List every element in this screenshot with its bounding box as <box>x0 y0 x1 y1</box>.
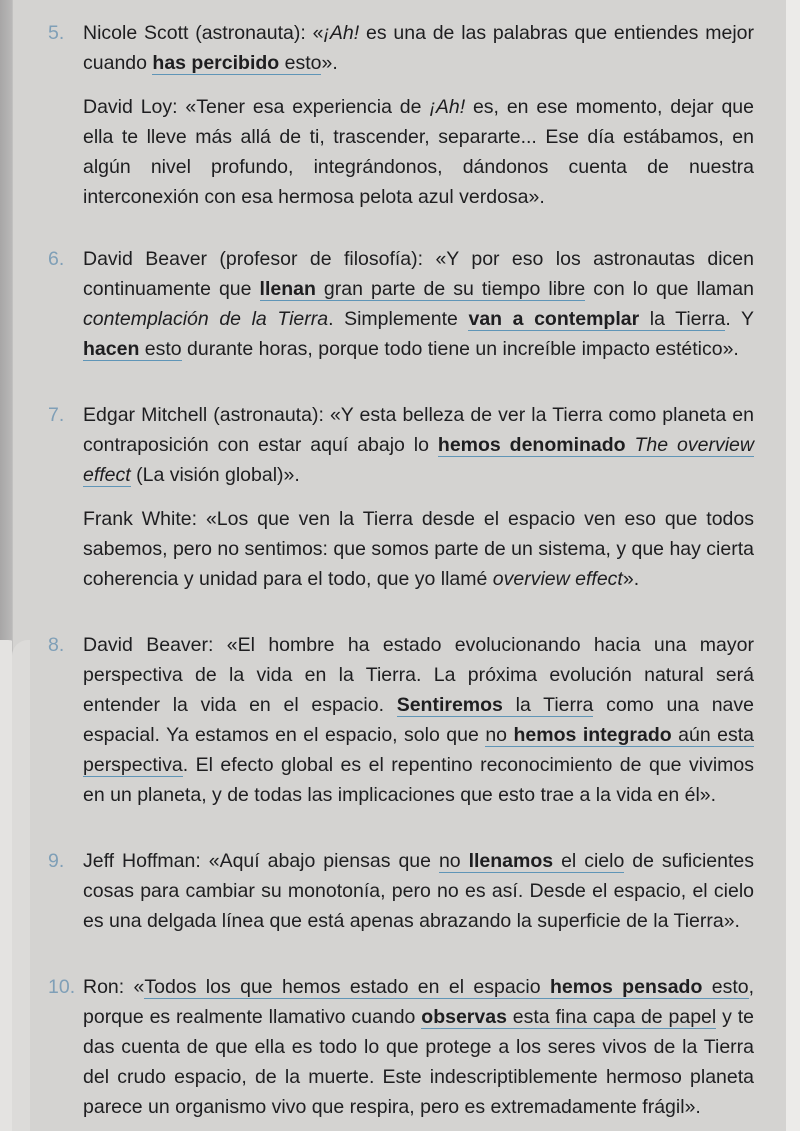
list-item <box>48 18 754 212</box>
quote-paragraph <box>83 244 754 364</box>
underlined-text: no <box>485 724 514 746</box>
underlined-text: la Tierra <box>639 308 726 330</box>
quote-paragraph <box>83 400 754 490</box>
list-item <box>48 972 754 1122</box>
text-span: de suficientes cosas para cambiar su monotonía, pero no es así. Desde el espacio, el cielo es una delgada línea que está apenas abrazando la superficie de la Tierra». <box>83 850 755 932</box>
text-span: Frank White: «Los que ven la Tierra desde el espacio ven eso que todos sabemos, pero no sentimos: que somos parte de un sistema, y que hay cierta coherencia y unidad para el todo, que yo llamé <box>83 508 754 590</box>
quotes-list <box>48 18 754 1122</box>
italic-text: overview effect <box>492 568 623 590</box>
underlined-text: esto <box>139 338 182 360</box>
underline-space <box>626 434 635 457</box>
list-item <box>48 846 754 936</box>
text-span: con lo que llaman <box>585 278 754 300</box>
text-span: ». <box>321 52 338 74</box>
italic-text: ¡Ah! <box>323 22 360 44</box>
underlined-text: el cielo <box>553 850 625 872</box>
text-span: ». <box>622 568 640 590</box>
item-number: 5. <box>48 22 65 44</box>
underlined-text: aún esta perspectiva <box>83 724 755 776</box>
underlined-text: gran parte de su tiempo libre <box>315 278 586 300</box>
item-number: 9. <box>48 850 65 872</box>
highlighted-verb: llenan <box>259 278 316 300</box>
text-span: y te das cuenta de que ella es todo lo que protege a los seres vivos de la Tierra del crudo espacio, de la muerte. Este indescriptiblemente hermoso planeta parece un organismo vivo que respira, pero es extremadamente frágil». <box>83 1006 754 1118</box>
underlined-italic-text: The overview effect <box>83 434 754 486</box>
text-span: (La visión global)». <box>130 464 300 486</box>
quote-paragraph <box>83 92 754 212</box>
text-span: durante horas, porque todo tiene un increíble impacto estético». <box>181 338 739 360</box>
item-number: 8. <box>48 634 65 656</box>
italic-text: contemplación de la Tierra <box>83 308 329 330</box>
highlighted-verb: has percibido <box>152 52 280 74</box>
underlined-text: no <box>438 850 469 872</box>
list-item <box>48 244 754 364</box>
quote-paragraph <box>83 846 754 936</box>
highlighted-verb: hemos integrado <box>513 724 672 746</box>
item-number: 6. <box>48 248 65 270</box>
text-span: . Simplemente <box>328 308 469 330</box>
highlighted-verb: hemos pensado <box>549 976 703 998</box>
highlighted-verb: observas <box>421 1006 507 1028</box>
highlighted-verb: hemos denominado <box>437 434 626 456</box>
highlighted-verb: llenamos <box>468 850 554 872</box>
text-span: David Beaver (profesor de filosofía): «Y por eso los astronautas dicen continuamente que <box>83 248 754 300</box>
text-span: es, en ese momento, dejar que ella te lleve más allá de ti, trascender, separarte... Ese día estábamos, en algún nivel profundo, integrándonos, dándonos cuenta de nuestra interconexión con esa hermosa pelota azul verdosa». <box>83 96 754 208</box>
quote-paragraph <box>83 972 754 1122</box>
highlighted-verb: Sentiremos <box>396 694 503 716</box>
text-span: David Loy: «Tener esa experiencia de <box>83 96 430 118</box>
list-item <box>48 630 754 810</box>
text-span: David Beaver: «El hombre ha estado evolucionando hacia una mayor perspectiva de la vida en la Tierra. La próxima evolución natural será entender la vida en el espacio. <box>83 634 754 716</box>
text-span: Ron: « <box>83 976 145 998</box>
text-span: . Y <box>725 308 754 330</box>
highlighted-verb: hacen <box>83 338 140 360</box>
quote-paragraph <box>83 504 754 594</box>
text-span: . El efecto global es el repentino reconocimiento de que vivimos en un planeta, y de todas las implicaciones que esto trae a la vida en él». <box>83 754 754 806</box>
text-span: Edgar Mitchell (astronauta): «Y esta belleza de ver la Tierra como planeta en contraposición con estar aquí abajo lo <box>83 404 754 456</box>
text-span: , porque es realmente llamativo cuando <box>83 976 755 1028</box>
item-number: 7. <box>48 404 65 426</box>
text-span: Jeff Hoffman: «Aquí abajo piensas que <box>83 850 439 872</box>
underlined-text: esto <box>284 52 322 74</box>
quote-paragraph <box>83 18 754 78</box>
text-span: Nicole Scott (astronauta): « <box>83 22 324 44</box>
list-item <box>48 400 754 594</box>
italic-text: ¡Ah! <box>429 96 466 118</box>
item-number: 10. <box>48 976 76 998</box>
quote-paragraph <box>83 630 754 810</box>
text-span: es una de las palabras que entiendes mejor cuando <box>83 22 754 74</box>
page-tab-edge <box>12 640 30 1131</box>
underlined-text: esto <box>702 976 749 998</box>
text-span: como una nave espacial. Ya estamos en el espacio, solo que <box>83 694 754 746</box>
underlined-text: Todos los que hemos estado en el espacio <box>144 976 550 998</box>
underlined-text: esta fina capa de papel <box>506 1006 717 1028</box>
underline-space <box>279 52 284 75</box>
underlined-text: la Tierra <box>502 694 594 716</box>
highlighted-verb: van a contemplar <box>468 308 640 330</box>
